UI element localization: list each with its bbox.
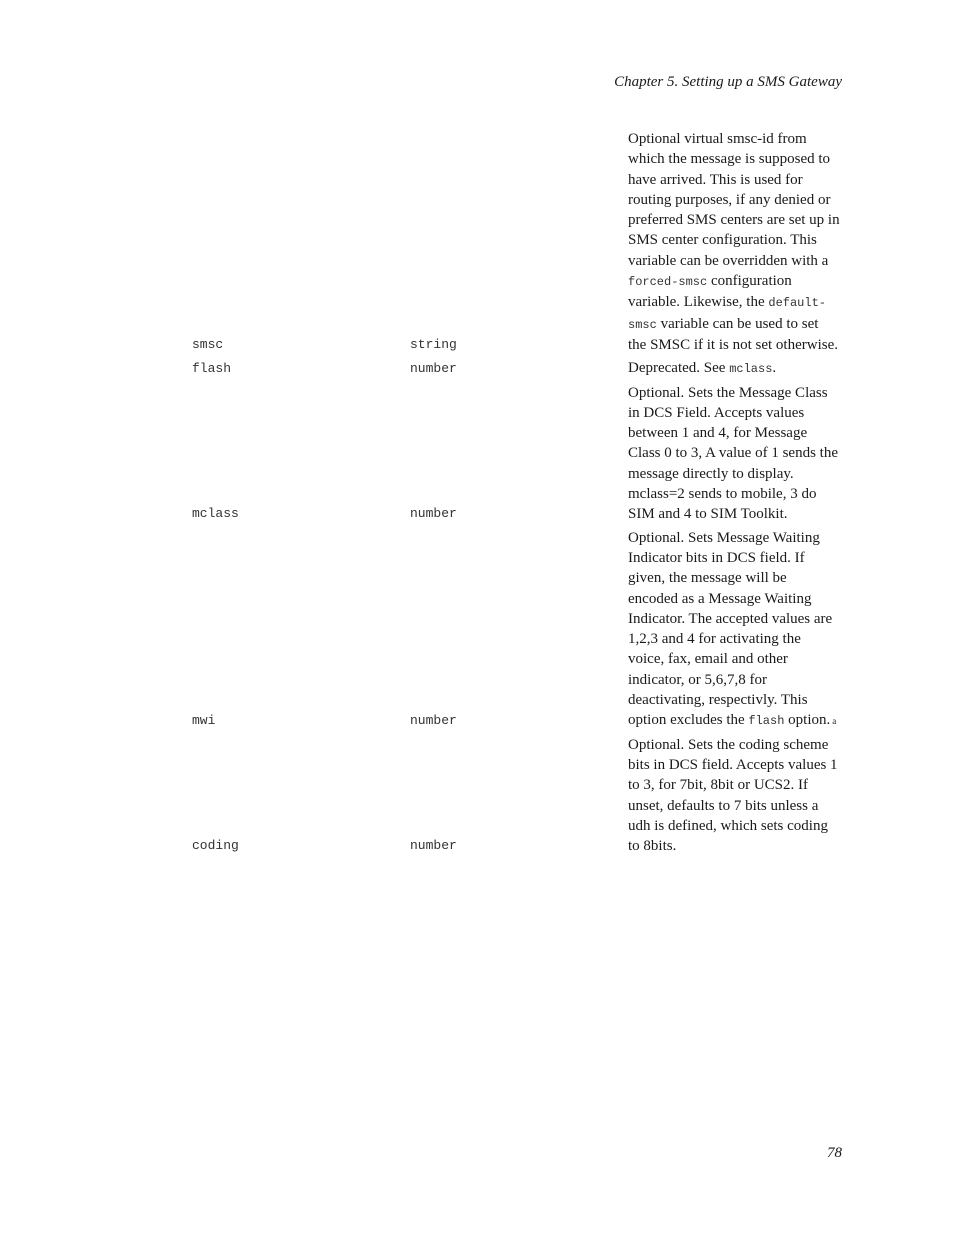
table-row xyxy=(0,735,954,857)
desc-text: variable can be used to set the SMSC if it is not set otherwise. xyxy=(628,315,838,353)
param-type: number xyxy=(410,713,457,729)
desc-code: flash xyxy=(748,714,785,729)
param-name: flash xyxy=(192,361,232,377)
desc-text: Optional. Sets Message Waiting Indicator bits in DCS field. If given, the message will be encoded as a Message Waiting Indicator. The accepted values are 1,2,3 and 4 for activating the voice, fax, email and other indicator, or 5,6,7,8 for deactivating, respectivly. This option excludes the xyxy=(628,529,833,729)
parameter-table xyxy=(0,129,954,859)
param-description xyxy=(628,528,840,732)
desc-text: configuration variable. Likewise, the xyxy=(628,273,792,311)
param-description xyxy=(628,735,840,857)
param-name: smsc xyxy=(192,336,224,352)
param-description xyxy=(628,383,840,525)
param-type: number xyxy=(410,361,457,377)
param-description xyxy=(628,129,840,355)
param-type: number xyxy=(410,506,457,522)
param-type: number xyxy=(410,838,457,854)
desc-code: forced-smsc xyxy=(628,275,708,290)
desc-text: . xyxy=(772,360,777,377)
param-name: mwi xyxy=(192,713,216,729)
table-row xyxy=(0,383,954,525)
table-row xyxy=(0,358,954,379)
desc-code: default-smsc xyxy=(628,296,826,332)
desc-text: Optional virtual smsc-id from which the message is supposed to have arrived. This is used for routing purposes, if any denied or preferred SMS centers are set up in SMS center configuration. This variable can be overridden with a xyxy=(628,131,840,269)
desc-text: Optional. Sets the Message Class in DCS Field. Accepts values between 1 and 4, for Message Class 0 to 3, A value of 1 sends the message directly to display. mclass=2 sends to mobile, 3 do SIM and 4 to SIM Toolkit. xyxy=(628,384,838,523)
param-name: coding xyxy=(192,838,239,854)
table-row xyxy=(0,528,954,732)
running-header: Chapter 5. Setting up a SMS Gateway xyxy=(614,74,842,90)
desc-code: mclass xyxy=(729,362,773,377)
page-number: 78 xyxy=(827,1145,842,1161)
desc-text: Deprecated. See xyxy=(628,360,730,377)
desc-text: Optional. Sets the coding scheme bits in DCS field. Accepts values 1 to 3, for 7bit, 8bit or UCS2. If unset, defaults to 7 bits unless a udh is defined, which sets coding to 8bits. xyxy=(628,736,838,855)
param-name: mclass xyxy=(192,506,239,522)
desc-text: option. xyxy=(784,712,831,729)
table-row xyxy=(0,129,954,355)
footnote-link[interactable]: a xyxy=(832,716,837,727)
param-description xyxy=(628,358,840,379)
param-type: string xyxy=(410,336,457,352)
